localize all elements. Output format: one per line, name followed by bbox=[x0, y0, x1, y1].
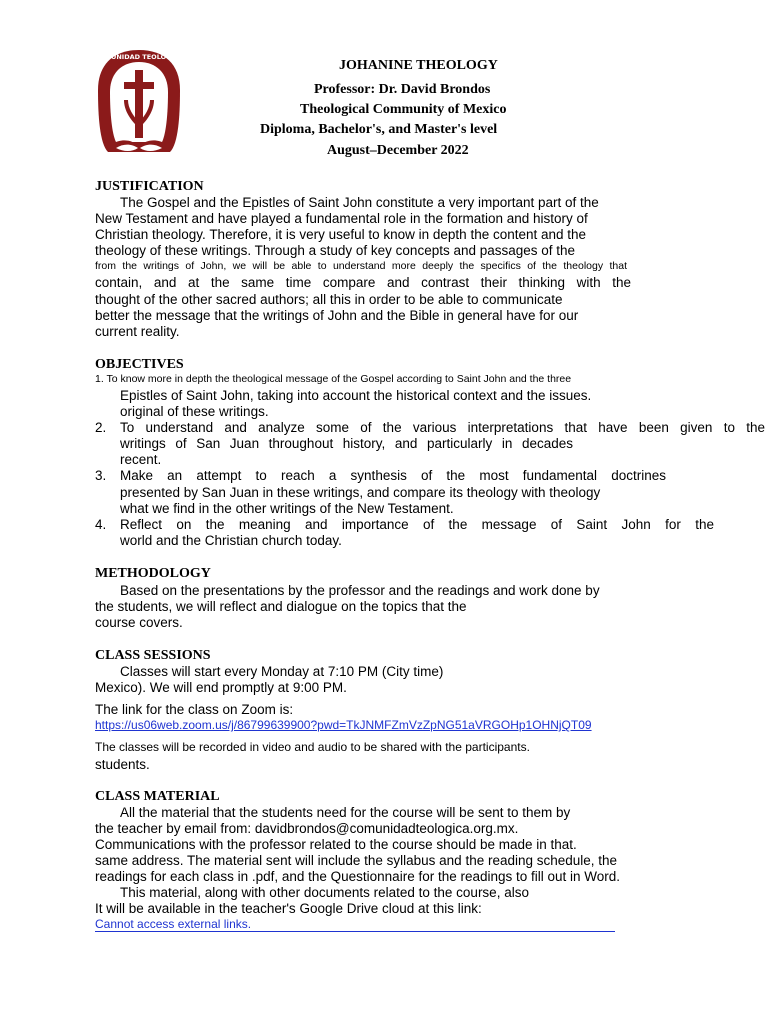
material-line: All the material that the students need for the course will be sent to them by bbox=[120, 805, 571, 820]
objective-line: recent. bbox=[120, 452, 162, 467]
objective-number: 3. bbox=[95, 468, 107, 483]
objective-line: Make an attempt to reach a synthesis of the most fundamental doctrines bbox=[120, 468, 666, 483]
methodology-heading: METHODOLOGY bbox=[95, 566, 211, 581]
methodology-line: Based on the presentations by the professor and the readings and work done by bbox=[120, 583, 600, 598]
justification-line: thought of the other sacred authors; all this in order to be able to communicate bbox=[95, 292, 563, 307]
justification-line: theology of these writings. Through a study of key concepts and passages of the bbox=[95, 243, 576, 258]
course-title: JOHANINE THEOLOGY bbox=[339, 58, 498, 73]
material-line: the teacher by email from: davidbrondos@comunidadteologica.org.mx. bbox=[95, 821, 519, 836]
objective-line: To understand and analyze some of the various interpretations that have been given to the bbox=[120, 420, 765, 435]
svg-text:COMUNIDAD TEOLOGICA: COMUNIDAD TEOLOGICA bbox=[94, 53, 184, 61]
justification-line: from the writings of John, we will be able to understand more deeply the specifics of the theology that bbox=[95, 260, 627, 272]
drive-link-underline bbox=[95, 931, 615, 932]
material-line: This material, along with other documents related to the course, also bbox=[120, 885, 529, 900]
material-line: It will be available in the teacher's Google Drive cloud at this link: bbox=[95, 901, 482, 916]
zoom-link[interactable]: https://us06web.zoom.us/j/86799639900?pwd=TkJNMFZmVzZpNG51aVRGOHp1OHNjQT09 bbox=[95, 718, 592, 732]
objectives-heading: OBJECTIVES bbox=[95, 357, 184, 372]
material-line: Communications with the professor related to the course should be made in that. bbox=[95, 837, 577, 852]
justification-line: Christian theology. Therefore, it is very useful to know in depth the content and the bbox=[95, 227, 587, 242]
objective-1-intro: 1. To know more in depth the theological message of the Gospel according to Saint John and the three bbox=[95, 373, 572, 385]
community-logo bbox=[94, 48, 184, 156]
justification-line: current reality. bbox=[95, 324, 180, 339]
sessions-line: Classes will start every Monday at 7:10 PM (City time) bbox=[120, 664, 444, 679]
justification-line: The Gospel and the Epistles of Saint John constitute a very important part of the bbox=[120, 195, 599, 210]
methodology-line: course covers. bbox=[95, 615, 183, 630]
justification-heading: JUSTIFICATION bbox=[95, 179, 204, 194]
drive-link[interactable]: Cannot access external links. bbox=[95, 917, 252, 931]
recording-note-2: students. bbox=[95, 757, 150, 772]
justification-line: New Testament and have played a fundamental role in the formation and history of bbox=[95, 211, 588, 226]
levels-line: Diploma, Bachelor's, and Master's level bbox=[260, 122, 498, 137]
objective-line: world and the Christian church today. bbox=[120, 533, 342, 548]
objective-line: what we find in the other writings of the New Testament. bbox=[120, 501, 454, 516]
objective-number: 4. bbox=[95, 517, 107, 532]
material-line: readings for each class in .pdf, and the Questionnaire for the readings to fill out in Word. bbox=[95, 869, 621, 884]
institution-line: Theological Community of Mexico bbox=[300, 102, 507, 117]
material-heading: CLASS MATERIAL bbox=[95, 789, 220, 804]
methodology-line: the students, we will reflect and dialogue on the topics that the bbox=[95, 599, 467, 614]
sessions-line: Mexico). We will end promptly at 9:00 PM. bbox=[95, 680, 347, 695]
professor-line: Professor: Dr. David Brondos bbox=[314, 82, 491, 97]
justification-line: better the message that the writings of John and the Bible in general have for our bbox=[95, 308, 579, 323]
justification-line: contain, and at the same time compare and contrast their thinking with the bbox=[95, 275, 631, 290]
objective-line: Epistles of Saint John, taking into account the historical context and the issues. bbox=[120, 388, 592, 403]
objective-line: Reflect on the meaning and importance of the message of Saint John for the bbox=[120, 517, 714, 532]
objective-line: writings of San Juan throughout history, and particularly in decades bbox=[120, 436, 573, 451]
sessions-heading: CLASS SESSIONS bbox=[95, 648, 211, 663]
recording-note: The classes will be recorded in video and audio to be shared with the participants. bbox=[95, 740, 530, 754]
objective-line: presented by San Juan in these writings, and compare its theology with theology bbox=[120, 485, 601, 500]
material-line: same address. The material sent will include the syllabus and the reading schedule, the bbox=[95, 853, 618, 868]
objective-number: 2. bbox=[95, 420, 107, 435]
dates-line: August–December 2022 bbox=[327, 143, 469, 158]
zoom-intro: The link for the class on Zoom is: bbox=[95, 702, 294, 717]
objective-line: original of these writings. bbox=[120, 404, 269, 419]
